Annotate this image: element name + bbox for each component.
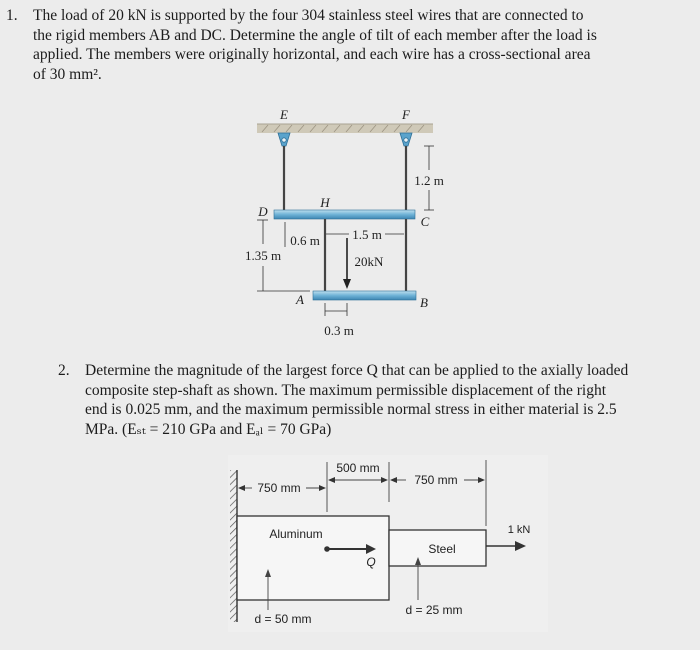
label-dim-0-3: 0.3 m	[324, 323, 354, 338]
problem-1-line: the rigid members AB and DC. Determine the angle of tilt of each member after the load is	[33, 26, 597, 44]
label-load-20kN: 20kN	[354, 254, 384, 269]
label-E: E	[280, 107, 288, 122]
problem-1-number: 1.	[6, 7, 18, 24]
problem-2-line: composite step-shaft as shown. The maximum permissible displacement of the right	[85, 381, 607, 399]
label-H: H	[320, 195, 330, 210]
problem-1-line: applied. The members were originally horizontal, and each wire has a cross-sectional area	[33, 46, 591, 63]
fixed-wall-hatching	[230, 470, 237, 622]
label-F: F	[402, 107, 410, 122]
dim-0-3-lines	[325, 303, 347, 316]
force-Q-origin	[324, 546, 330, 552]
problem-2-line: Determine the magnitude of the largest force Q that can be applied to the axially loaded	[85, 362, 629, 379]
rigid-member-AB	[313, 291, 416, 300]
label-dim-1-35: 1.35 m	[244, 248, 282, 263]
label-Q: Q	[366, 555, 376, 569]
label-aluminum: Aluminum	[269, 527, 323, 541]
label-steel: Steel	[428, 542, 456, 556]
label-1kN: 1 kN	[507, 524, 531, 536]
problem-2-line: end is 0.025 mm, and the maximum permissible normal stress in either material is 2.5	[85, 401, 617, 418]
problem-2-line: MPa. (Eₛₜ = 210 GPa and Eₐₗ = 70 GPa)	[85, 420, 332, 438]
label-d-50mm: d = 50 mm	[254, 612, 312, 626]
pin-E	[282, 138, 286, 142]
problem-1-line: The load of 20 kN is supported by the four 304 stainless steel wires that are connected to	[33, 7, 584, 24]
label-len-750-steel: 750 mm	[414, 473, 458, 487]
label-len-750-aluminum: 750 mm	[257, 481, 301, 495]
label-dim-1-5: 1.5 m	[352, 227, 382, 242]
load-arrowhead	[343, 279, 351, 289]
pin-F	[404, 138, 408, 142]
problem-2-number: 2.	[58, 362, 70, 379]
label-A: A	[296, 292, 304, 307]
figure-1-wire-frame	[257, 124, 434, 316]
label-C: C	[420, 214, 430, 229]
rigid-member-DC	[274, 210, 415, 219]
label-B: B	[420, 295, 428, 310]
label-dim-1-2: 1.2 m	[414, 173, 444, 188]
label-D: D	[258, 204, 268, 219]
label-d-25mm: d = 25 mm	[405, 603, 463, 617]
problem-1-line: of 30 mm².	[33, 65, 102, 83]
label-len-500: 500 mm	[336, 461, 380, 475]
label-dim-0-6: 0.6 m	[290, 233, 320, 248]
